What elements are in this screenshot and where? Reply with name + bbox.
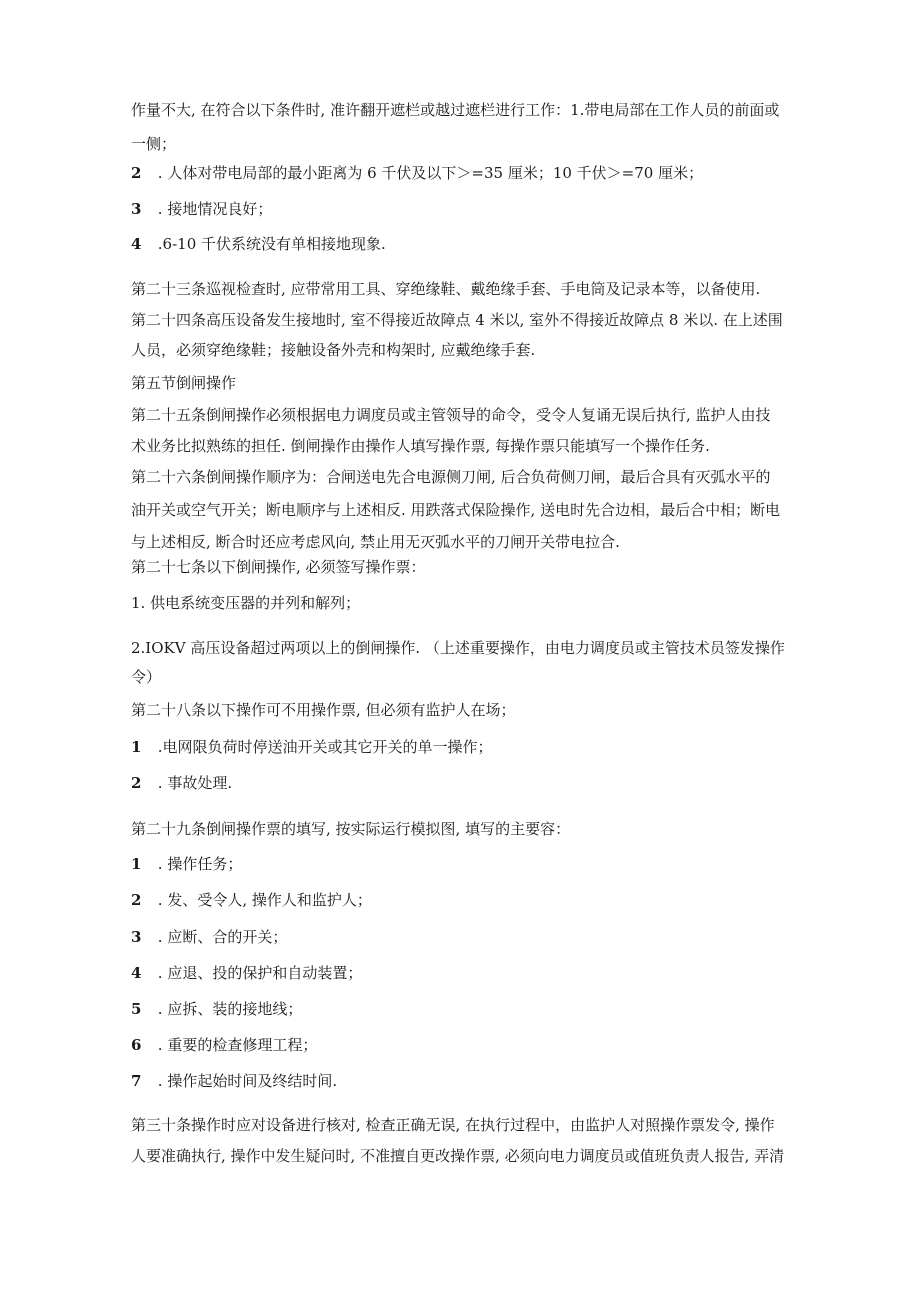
list-item: [131, 927, 287, 947]
list-item-text: .6-10 千伏系统没有单相接地现象.: [157, 235, 386, 253]
paragraph-line: 第二十七条以下倒闸操作, 必须签写操作票：: [131, 558, 426, 576]
paragraph-line: 一侧；: [131, 135, 177, 153]
paragraph-line: 令）: [131, 668, 162, 686]
list-item-text: . 操作任务；: [157, 855, 243, 873]
list-item: [131, 1035, 317, 1055]
list-item-text: . 应拆、装的接地线；: [157, 1000, 303, 1018]
paragraph-line: 与上述相反, 断合时还应考虑风向, 禁止用无灭弧水平的刀闸开关带电拉合.: [131, 533, 620, 551]
list-item: [131, 199, 272, 219]
paragraph-line: 第二十三条巡视检查时, 应带常用工具、穿绝缘鞋、戴绝缘手套、手电筒及记录本等，以备使用.: [131, 280, 761, 298]
list-number: 3: [131, 928, 142, 946]
list-item-text: . 人体对带电局部的最小距离为 6 千伏及以下＞=35 厘米；10 千伏＞=70 厘米；: [157, 164, 704, 182]
paragraph-line: 第二十五条倒闸操作必须根据电力调度员或主管领导的命令，受令人复诵无误后执行, 监护人由技: [131, 406, 771, 424]
list-number: 4: [131, 964, 142, 982]
list-item-text: . 发、受令人, 操作人和监护人；: [157, 891, 372, 909]
paragraph-line: 1. 供电系统变压器的并列和解列；: [131, 594, 361, 612]
paragraph-line: 第二十六条倒闸操作顺序为：合闸送电先合电源侧刀闸, 后合负荷侧刀闸，最后合具有灭弧水平的: [131, 468, 771, 486]
paragraph-line: 第三十条操作时应对设备进行核对, 检查正确无误, 在执行过程中，由监护人对照操作票发令, 操作: [131, 1116, 775, 1134]
list-item: [131, 1071, 337, 1091]
list-number: 2: [131, 891, 142, 909]
list-item-text: . 重要的检查修理工程；: [157, 1036, 318, 1054]
list-item-text: . 应断、合的开关；: [157, 928, 288, 946]
list-item-text: . 应退、投的保护和自动装置；: [157, 964, 363, 982]
list-item: [131, 773, 232, 793]
list-number: 5: [131, 1000, 142, 1018]
list-item-text: .电网限负荷时停送油开关或其它开关的单一操作；: [157, 738, 493, 756]
paragraph-line: 第二十九条倒闸操作票的填写, 按实际运行模拟图, 填写的主要容：: [131, 820, 571, 838]
paragraph-line: 油开关或空气开关；断电顺序与上述相反. 用跌落式保险操作, 送电时先合边相，最后合中相；断电: [131, 501, 781, 519]
paragraph-line: 作量不大, 在符合以下条件时, 准许翻开遮栏或越过遮栏进行工作：1.带电局部在工作人员的前面或: [131, 101, 780, 119]
list-item: [131, 963, 362, 983]
list-number: 1: [131, 855, 142, 873]
list-number: 2: [131, 164, 142, 182]
paragraph-line: 人要准确执行, 操作中发生疑问时, 不准擅自更改操作票, 必须向电力调度员或值班负责人报告, 弄清: [131, 1147, 785, 1165]
paragraph-line: 第二十八条以下操作可不用操作票, 但必须有监护人在场；: [131, 701, 516, 719]
list-item: [131, 999, 302, 1019]
paragraph-line: 第二十四条高压设备发生接地时, 室不得接近故障点 4 米以, 室外不得接近故障点 8 米以. 在上述围: [131, 311, 783, 329]
list-number: 4: [131, 235, 142, 253]
list-item-text: . 事故处理.: [157, 774, 233, 792]
list-item: [131, 163, 703, 183]
list-item: [131, 854, 242, 874]
list-number: 1: [131, 738, 142, 756]
list-item: [131, 890, 372, 910]
list-item: [131, 234, 386, 254]
list-item-text: . 接地情况良好；: [157, 200, 273, 218]
list-item: [131, 737, 493, 757]
paragraph-line: 2.IOKV 高压设备超过两项以上的倒闸操作. （上述重要操作，由电力调度员或主管技术员签发操作: [131, 639, 785, 657]
paragraph-line: 人员，必须穿绝缘鞋；接触设备外壳和构架时, 应戴绝缘手套.: [131, 341, 536, 359]
section-heading: 第五节倒闸操作: [131, 374, 237, 392]
list-number: 3: [131, 200, 142, 218]
list-item-text: . 操作起始时间及终结时间.: [157, 1072, 338, 1090]
list-number: 2: [131, 774, 142, 792]
list-number: 6: [131, 1036, 142, 1054]
paragraph-line: 术业务比拟熟练的担任. 倒闸操作由操作人填写操作票, 每操作票只能填写一个操作任务.: [131, 437, 710, 455]
list-number: 7: [131, 1072, 142, 1090]
